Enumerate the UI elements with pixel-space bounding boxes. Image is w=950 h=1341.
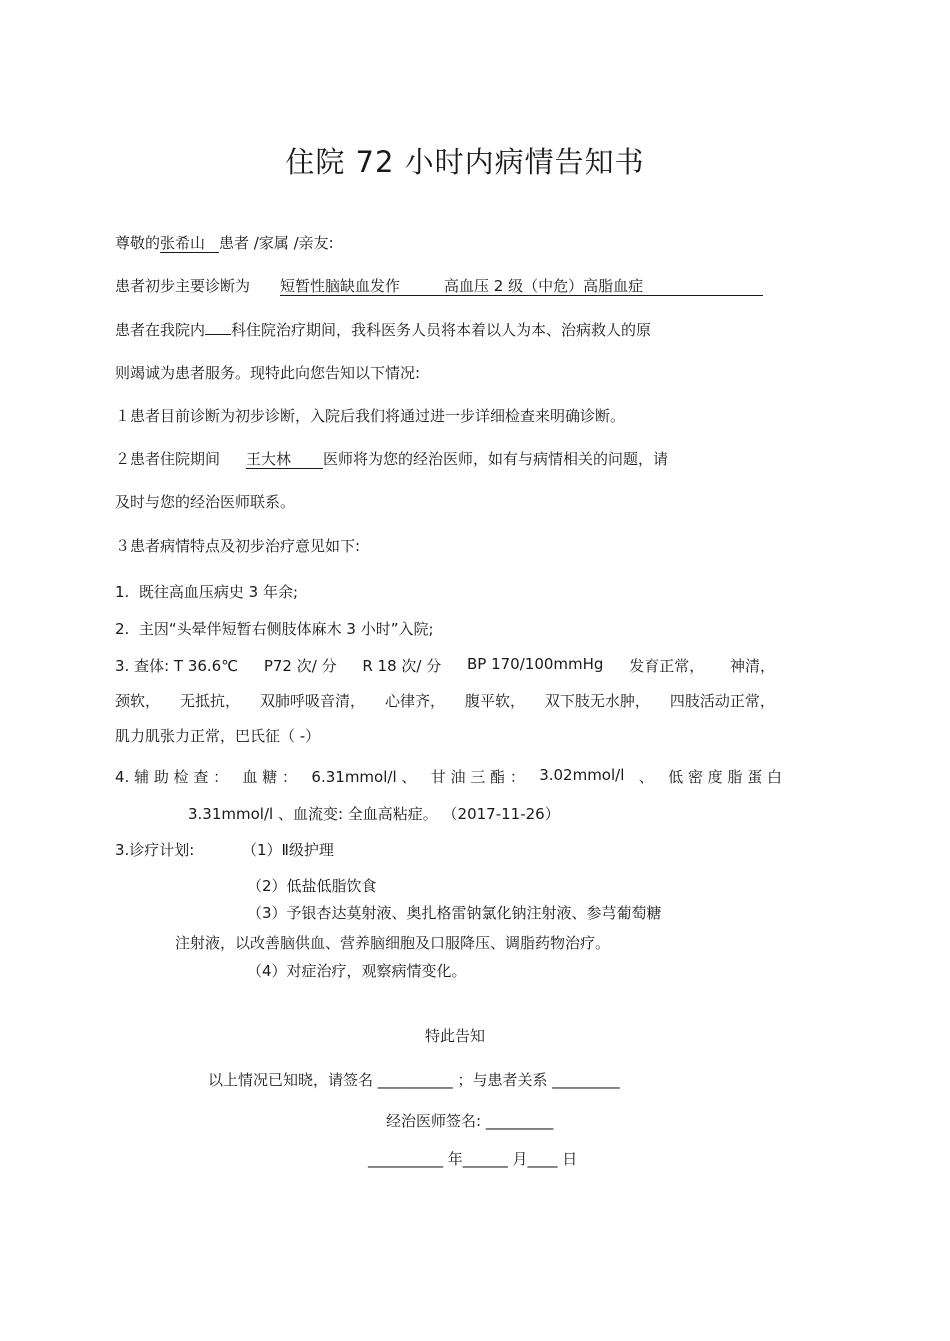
diagnosis-item-1: 短暂性脑缺血发作 [280, 277, 401, 295]
exam-line-2 [115, 690, 775, 711]
aux-field: 血 糖 ： [242, 768, 298, 786]
diagnosis-line [115, 275, 783, 296]
aux-field: 6.31mmol/l 、 [311, 768, 417, 786]
aux-field: 、 [638, 768, 654, 786]
plan-item-4: （4）对症治疗，观察病情变化。 [247, 962, 467, 980]
plan-item-1: （1）Ⅱ级护理 [242, 841, 334, 859]
exam-field: R 18 次/ 分 [362, 657, 442, 675]
aux-field: 低 密 度 脂 蛋 白 [668, 768, 782, 786]
history-item [115, 618, 434, 639]
aux-field: 3.02mmol/l [539, 766, 625, 784]
exam-field: 心律齐， [384, 692, 445, 710]
notice-2-suffix: 医师将为您的经治医师，如有与病情相关的问题，请 [323, 450, 669, 468]
aux-line-1 [115, 766, 782, 787]
aux-line-2: 3.31mmol/l 、血流变: 全血高粘症。 （2017-11-26） [188, 805, 560, 823]
exam-field: 双肺呼吸音清， [259, 692, 365, 710]
notice-2-line-2: 及时与您的经治医师联系。 [115, 493, 296, 511]
intro-prefix: 患者在我院内 [115, 321, 206, 339]
notice-3: ３患者病情特点及初步治疗意见如下: [115, 537, 361, 555]
doctor-signature-line: 经治医师签名: _________ [386, 1112, 554, 1130]
diagnosis-item-2: 高血压 2 级（中危）高脂血症 [444, 277, 644, 295]
history-text: 既往高血压病史 3 年余; [138, 583, 298, 601]
plan-item-3: （3）予银杏达莫射液、奥扎格雷钠氯化钠注射液、参芎葡萄糖 [247, 904, 662, 922]
intro-line-2: 则竭诚为患者服务。现特此向您告知以下情况: [115, 364, 421, 382]
exam-field: 腹平软， [464, 692, 525, 710]
notice-1: １患者目前诊断为初步诊断，入院后我们将通过进一步详细检查来明确诊断。 [115, 407, 626, 425]
exam-field: 双下肢无水肿， [544, 692, 650, 710]
plan-item-3-continued: 注射液，以改善脑供血、营养脑细胞及口服降压、调脂药物治疗。 [175, 934, 611, 952]
document-title: 住院 72 小时内病情告知书 [285, 145, 645, 179]
intro-suffix: 科住院治疗期间，我科医务人员将本着以人为本、治病救人的原 [231, 321, 652, 339]
history-num: 1. [115, 583, 130, 601]
aux-field: 4. 辅 助 检 查 ： [115, 768, 229, 786]
exam-line-1 [115, 655, 775, 676]
exam-field: 颈软， [115, 692, 161, 710]
notice-2-line-1 [115, 448, 668, 469]
plan-label: 3.诊疗计划: [115, 841, 195, 859]
exam-field: 3. 查体: T 36.6℃ [115, 657, 239, 675]
exam-field: 神清， [729, 657, 775, 675]
plan-item-2: （2）低盐低脂饮食 [247, 877, 377, 895]
history-text: 主因“头晕伴短暂右侧肢体麻木 3 小时”入院; [138, 620, 434, 638]
history-num: 2. [115, 620, 130, 638]
signature-line: 以上情况已知晓，请签名 __________ ；与患者关系 _________ [208, 1071, 620, 1089]
exam-line-3: 肌力肌张力正常，巴氏征（ -） [115, 727, 321, 745]
patient-name: 张希山 [160, 234, 219, 253]
greeting-line [115, 232, 334, 253]
aux-field: 甘 油 三 酯 ： [430, 768, 525, 786]
exam-field: P72 次/ 分 [263, 657, 337, 675]
exam-field: BP 170/100mmHg [466, 655, 604, 673]
exam-field: 四肢活动正常， [669, 692, 775, 710]
greeting-suffix: 患者 /家属 /亲友: [219, 234, 334, 252]
date-line: __________ 年______ 月____ 日 [368, 1150, 578, 1168]
closing-notice: 特此告知 [425, 1027, 486, 1045]
diagnosis-values [280, 277, 763, 296]
exam-field: 无抵抗， [179, 692, 240, 710]
notice-2-prefix: ２患者住院期间 [115, 450, 221, 468]
diagnosis-prefix: 患者初步主要诊断为 [115, 277, 251, 295]
department-blank [205, 334, 231, 335]
doctor-name: 王大林 [246, 450, 323, 469]
intro-line-1 [115, 319, 651, 340]
history-item [115, 581, 298, 602]
exam-field: 发育正常， [629, 657, 705, 675]
greeting-prefix: 尊敬的 [115, 234, 161, 252]
